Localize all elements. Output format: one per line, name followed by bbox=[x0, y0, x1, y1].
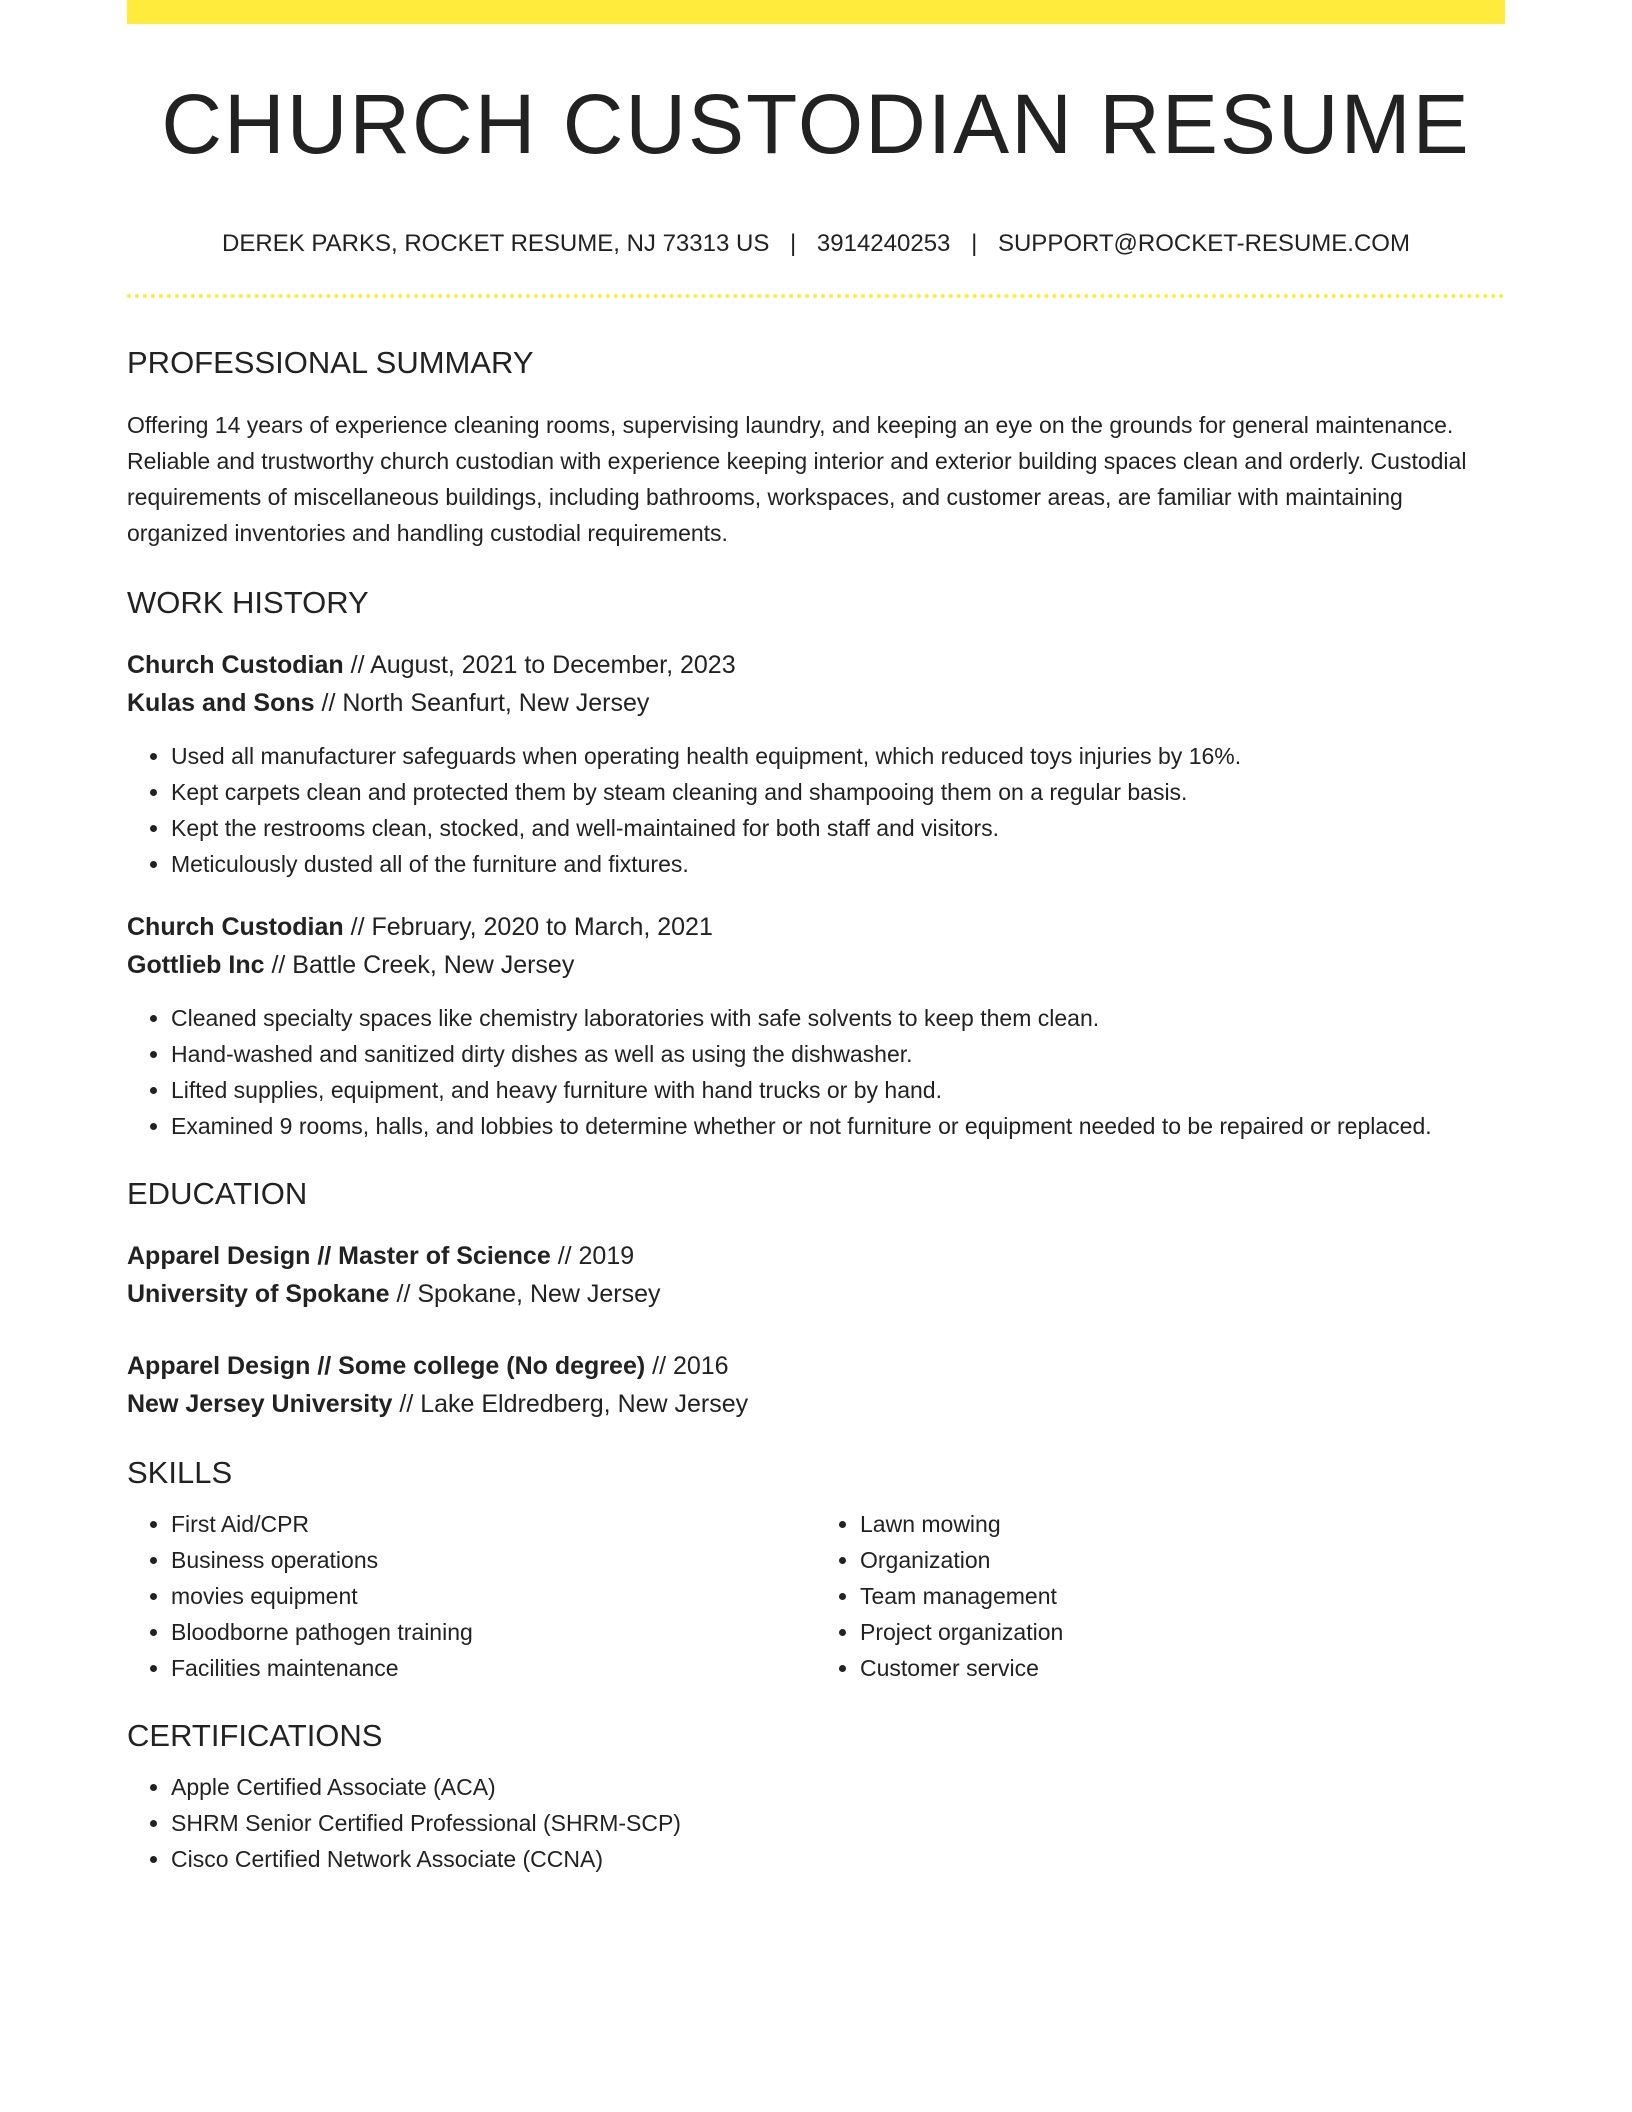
education-degree-line bbox=[127, 1347, 1505, 1385]
education-heading: EDUCATION bbox=[127, 1176, 308, 1211]
skills-list-right bbox=[816, 1506, 1505, 1686]
education-degree: Apparel Design // Some college (No degree) bbox=[127, 1352, 646, 1380]
job-title-line bbox=[127, 646, 1505, 684]
job-bullet: • Meticulously dusted all of the furniture and fixtures. bbox=[171, 846, 1505, 882]
contact-separator: | bbox=[790, 230, 797, 257]
job-title-line bbox=[127, 908, 1505, 946]
job-location: // Battle Creek, New Jersey bbox=[264, 951, 575, 979]
education-year: // 2016 bbox=[645, 1352, 729, 1380]
contact-line bbox=[127, 232, 1505, 256]
skill-item: • Bloodborne pathogen training bbox=[171, 1614, 816, 1650]
resume-page bbox=[127, 0, 1505, 1877]
job-company-line bbox=[127, 684, 1505, 722]
contact-email: SUPPORT@ROCKET-RESUME.COM bbox=[997, 230, 1410, 257]
job-company: Kulas and Sons bbox=[127, 689, 315, 717]
skill-item: • Facilities maintenance bbox=[171, 1650, 816, 1686]
skills-heading: SKILLS bbox=[127, 1455, 233, 1490]
skill-item: • Organization bbox=[860, 1542, 1505, 1578]
job-dates: // August, 2021 to December, 2023 bbox=[343, 651, 736, 679]
education-school-line bbox=[127, 1275, 1505, 1313]
certification-item: • Cisco Certified Network Associate (CCNA) bbox=[171, 1841, 1505, 1877]
contact-address: DEREK PARKS, ROCKET RESUME, NJ 73313 US bbox=[222, 230, 770, 257]
work-history-heading: WORK HISTORY bbox=[127, 585, 369, 620]
job-bullet: • Lifted supplies, equipment, and heavy furniture with hand trucks or by hand. bbox=[171, 1072, 1505, 1108]
job-bullet: • Examined 9 rooms, halls, and lobbies to determine whether or not furniture or equipment needed to be repaired or replaced. bbox=[171, 1108, 1505, 1144]
job-entry bbox=[127, 646, 1505, 882]
education-year: // 2019 bbox=[550, 1242, 635, 1270]
education-location: // Lake Eldredberg, New Jersey bbox=[392, 1390, 749, 1418]
job-company: Gottlieb Inc bbox=[127, 951, 265, 979]
job-title: Church Custodian bbox=[127, 913, 344, 941]
education-school: University of Spokane bbox=[127, 1280, 390, 1308]
job-bullet: • Hand-washed and sanitized dirty dishes as well as using the dishwasher. bbox=[171, 1036, 1505, 1072]
education-degree: Apparel Design // Master of Science bbox=[127, 1242, 551, 1270]
skill-item: • Team management bbox=[860, 1578, 1505, 1614]
skill-item: • Customer service bbox=[860, 1650, 1505, 1686]
job-bullets bbox=[127, 1000, 1505, 1144]
skill-item: • First Aid/CPR bbox=[171, 1506, 816, 1542]
job-company-line bbox=[127, 946, 1505, 984]
education-school-line bbox=[127, 1385, 1505, 1423]
header-divider bbox=[127, 294, 1505, 298]
education-entry bbox=[127, 1237, 1505, 1313]
skills-list-left bbox=[127, 1506, 816, 1686]
skill-item: • Project organization bbox=[860, 1614, 1505, 1650]
skill-item: • movies equipment bbox=[171, 1578, 816, 1614]
skills-grid bbox=[127, 1506, 1505, 1686]
job-bullet: • Kept carpets clean and protected them by steam cleaning and shampooing them on a regular basis. bbox=[171, 774, 1505, 810]
skill-item: • Business operations bbox=[171, 1542, 816, 1578]
job-bullets bbox=[127, 738, 1505, 882]
skill-item: • Lawn mowing bbox=[860, 1506, 1505, 1542]
summary-text: Offering 14 years of experience cleaning rooms, supervising laundry, and keeping an eye on the grounds for general maintenance. Reliable and trustworthy church custodian with experience keeping interior and exterior building spaces clean and orderly. Custodial requirements of miscellaneous buildings, including bathrooms, workspaces, and customer areas, are familiar with maintaining organized inventories and handling custodial requirements. bbox=[127, 412, 1467, 546]
job-entry bbox=[127, 908, 1505, 1144]
job-title: Church Custodian bbox=[127, 651, 344, 679]
contact-separator: | bbox=[971, 230, 978, 257]
job-bullet: • Used all manufacturer safeguards when operating health equipment, which reduced toys injuries by 16%. bbox=[171, 738, 1505, 774]
education-location: // Spokane, New Jersey bbox=[389, 1280, 661, 1308]
education-entry bbox=[127, 1347, 1505, 1423]
resume-title: CHURCH CUSTODIAN RESUME bbox=[161, 77, 1471, 171]
top-accent-bar bbox=[127, 0, 1505, 24]
certification-item: • SHRM Senior Certified Professional (SHRM-SCP) bbox=[171, 1805, 1505, 1841]
job-location: // North Seanfurt, New Jersey bbox=[314, 689, 650, 717]
education-degree-line bbox=[127, 1237, 1505, 1275]
certification-item: • Apple Certified Associate (ACA) bbox=[171, 1769, 1505, 1805]
summary-heading: PROFESSIONAL SUMMARY bbox=[127, 345, 534, 380]
job-bullet: • Kept the restrooms clean, stocked, and well-maintained for both staff and visitors. bbox=[171, 810, 1505, 846]
job-dates: // February, 2020 to March, 2021 bbox=[343, 913, 713, 941]
education-school: New Jersey University bbox=[127, 1390, 393, 1418]
contact-phone: 3914240253 bbox=[816, 230, 951, 257]
job-bullet: • Cleaned specialty spaces like chemistry laboratories with safe solvents to keep them clean. bbox=[171, 1000, 1505, 1036]
certifications-list bbox=[127, 1769, 1505, 1877]
certifications-heading: CERTIFICATIONS bbox=[127, 1718, 383, 1753]
